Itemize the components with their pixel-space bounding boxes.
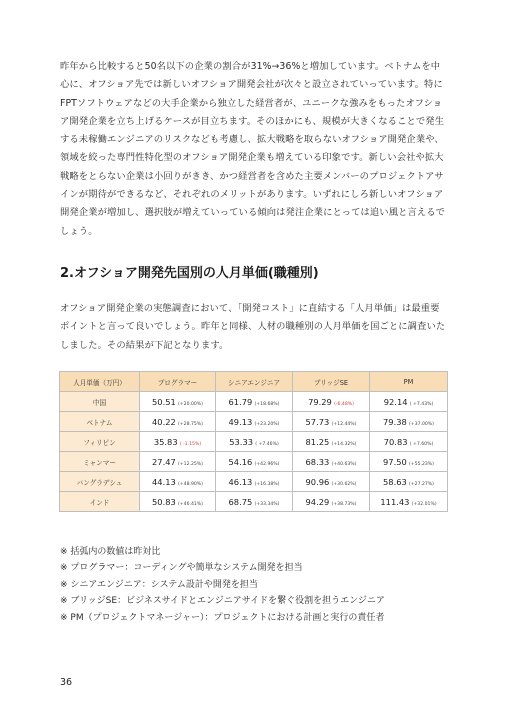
intro-line: インが期待ができるなど、それぞれのメリットがあります。いずれにしろ新しいオフショア (60, 189, 444, 201)
rate-change: (-6.48%) (334, 401, 354, 407)
rate-value: 79.29 (308, 396, 332, 407)
rate-cell (140, 432, 216, 452)
note-line: ※ 括弧内の数値は昨対比 (60, 547, 161, 557)
rate-value: 70.83 (383, 436, 408, 447)
rate-change: (+48.90%) (178, 481, 203, 487)
table-row (60, 452, 448, 472)
rate-value: 58.63 (383, 476, 407, 487)
rate-value: 94.29 (305, 496, 330, 507)
rate-value: 81.25 (305, 436, 330, 447)
rate-cell (370, 392, 448, 412)
rate-cell (293, 392, 370, 412)
section-heading: 2.オフショア開発先国別の人月単価(職種別) (60, 266, 319, 281)
row-country-label: 中国 (60, 392, 140, 412)
rate-change: (+33.34%) (254, 501, 280, 507)
rate-cell (370, 472, 448, 492)
rate-change: (+14.32%) (331, 441, 357, 447)
rate-cell (293, 492, 370, 512)
rate-change: ( -1.15%) (179, 441, 202, 447)
rate-value: 40.22 (152, 416, 176, 427)
rate-cell (140, 392, 216, 412)
row-country-label: インド (60, 492, 140, 512)
table-body (60, 392, 448, 512)
rate-cell (370, 452, 448, 472)
intro-line: しょう。 (60, 225, 98, 237)
rate-cell (140, 492, 216, 512)
rate-cell (293, 452, 370, 472)
rate-cell (216, 412, 293, 432)
rate-value: 46.13 (228, 476, 253, 487)
rate-change: (+46.41%) (178, 501, 203, 507)
rate-change: (+16.38%) (254, 481, 280, 487)
rate-cell (216, 492, 293, 512)
table-row (60, 392, 448, 412)
rate-cell (293, 432, 370, 452)
intro-line: 領域を絞った専門性特化型のオフショア開発企業も増えている印象です。新しい会社や拡大 (60, 152, 444, 164)
rate-value: 68.75 (228, 496, 253, 507)
rate-value: 90.96 (305, 476, 330, 487)
rate-value: 49.13 (228, 416, 253, 427)
rate-value: 111.43 (380, 496, 410, 507)
section-line: しました。その結果が下記となります。 (60, 339, 229, 351)
rate-table (59, 371, 448, 512)
intro-line: FPTソフトウェアなどの大手企業から独立した経営者が、ユニークな強みをもったオフショ (60, 97, 443, 109)
intro-line: 昨年から比較すると50名以下の企業の割合が31%→36%と増加しています。ベトナムを中 (60, 61, 441, 72)
intro-line: 戦略をとらない企業は小回りがきき、かつ経営者を含めた主要メンバーのプロジェクトアサ (60, 170, 444, 182)
table-row (60, 492, 448, 512)
intro-line: する未稼働エンジニアのリスクなども考慮し、拡大戦略を取らないオフショア開発企業や、 (60, 134, 444, 146)
rate-value: 79.38 (383, 416, 407, 427)
note-line: ※ PM（プロジェクトマネージャー）：プロジェクトにおける計画と実行の責任者 (60, 612, 385, 623)
rate-change: (+20.00%) (178, 401, 203, 407)
section-paragraph (60, 300, 455, 355)
rate-cell (293, 472, 370, 492)
intro-line: 心に、オフショア先では新しいオフショア開発会社が次々と設立されていっています。特に (60, 79, 443, 91)
rate-cell (370, 492, 448, 512)
rate-change: (+40.63%) (331, 461, 357, 467)
rate-cell (216, 472, 293, 492)
rate-value: 97.50 (383, 456, 407, 467)
column-header: 人月単価（万円） (60, 372, 140, 392)
note-line: ※ プログラマー：コーディングや簡単なシステム開発を担当 (60, 563, 303, 574)
note-line: ※ シニアエンジニア：システム設計や開発を担当 (60, 579, 258, 590)
rate-value: 50.83 (152, 496, 176, 507)
rate-cell (216, 392, 293, 412)
table-header-row (60, 372, 448, 392)
rate-change: (+28.75%) (178, 421, 203, 427)
rate-change: ( +7.43%) (409, 401, 434, 407)
rate-change: ( +7.60%) (409, 441, 434, 447)
rate-cell (140, 472, 216, 492)
rate-value: 53.33 (229, 436, 254, 447)
rate-value: 68.33 (305, 456, 330, 467)
section-line: オフショア開発企業の実態調査において、「開発コスト」に直結する「人月単価」は最重要 (60, 303, 440, 314)
notes-list (60, 544, 385, 626)
row-country-label: ミャンマー (60, 452, 140, 472)
page-number: 36 (60, 677, 73, 688)
row-country-label: フィリピン (60, 432, 140, 452)
rate-value: 27.47 (152, 456, 176, 467)
table-row (60, 432, 448, 452)
rate-value: 57.73 (305, 416, 330, 427)
rate-value: 61.79 (228, 396, 253, 407)
column-header: プログラマー (140, 372, 216, 392)
rate-value: 35.83 (153, 436, 178, 447)
rate-cell (140, 452, 216, 472)
table-row (60, 412, 448, 432)
rate-cell (293, 412, 370, 432)
rate-change: (+32.01%) (411, 501, 437, 507)
rate-value: 92.14 (383, 396, 408, 407)
rate-change: ( +7.46%) (255, 441, 279, 447)
rate-cell (140, 412, 216, 432)
section-line: ポイントと言って良いでしょう。昨年と同様、人材の職種別の人月単価を国ごとに調査いた (60, 321, 446, 333)
rate-value: 50.51 (152, 396, 176, 407)
column-header: PM (370, 372, 448, 392)
table-row (60, 472, 448, 492)
rate-cell (370, 432, 448, 452)
intro-line: ア開発企業を立ち上げるケースが目立ちます。そのほかにも、規模が大きくなることで発生 (60, 115, 445, 127)
row-country-label: バングラデシュ (60, 472, 140, 492)
note-line: ※ ブリッジSE：ビジネスサイドとエンジニアサイドを繋ぐ役割を担うエンジニア (60, 596, 385, 607)
column-header: ブリッジSE (293, 372, 370, 392)
intro-paragraph (60, 58, 455, 241)
rate-change: (+18.68%) (254, 401, 280, 407)
rate-change: (+42.96%) (254, 461, 280, 467)
row-country-label: ベトナム (60, 412, 140, 432)
rate-value: 54.16 (228, 456, 253, 467)
rate-cell (216, 432, 293, 452)
rate-change: (+12.25%) (178, 461, 203, 467)
rate-cell (370, 412, 448, 432)
rate-change: (+27.27%) (409, 481, 434, 487)
intro-line: 開発企業が増加し、選択肢が増えていっている傾向は発注企業にとっては追い風と言えるで (60, 207, 445, 219)
rate-change: (+37.00%) (409, 421, 434, 427)
rate-value: 44.13 (152, 476, 176, 487)
rate-change: (+30.62%) (331, 481, 357, 487)
rate-change: (+38.73%) (331, 501, 357, 507)
rate-change: (+12.44%) (331, 421, 357, 427)
column-header: シニアエンジニア (216, 372, 293, 392)
rate-cell (216, 452, 293, 472)
rate-change: (+23.20%) (254, 421, 280, 427)
rate-change: (+55.23%) (409, 461, 434, 467)
